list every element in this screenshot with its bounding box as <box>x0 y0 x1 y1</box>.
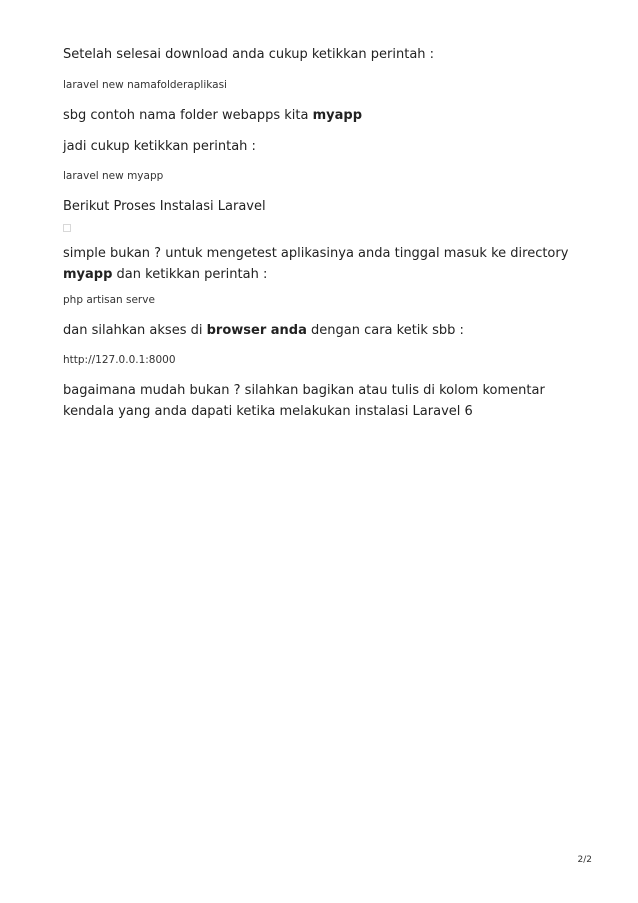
code-laravel-new-folder: laravel new namafolderaplikasi <box>63 79 227 91</box>
bold-myapp: myapp <box>312 108 363 123</box>
paragraph-download-done: Setelah selesai download anda cukup ketikkan perintah : <box>63 47 435 62</box>
broken-image-icon <box>63 224 71 232</box>
paragraph-type-command: jadi cukup ketikkan perintah : <box>63 139 256 154</box>
paragraph-access-text: dan silahkan akses di <box>63 323 207 338</box>
paragraph-install-process: Berikut Proses Instalasi Laravel <box>63 199 266 214</box>
paragraph-access-browser <box>63 320 583 341</box>
paragraph-test-text-end: dan ketikkan perintah : <box>112 267 268 282</box>
code-localhost-url: http://127.0.0.1:8000 <box>63 354 176 366</box>
paragraph-closing: bagaimana mudah bukan ? silahkan bagikan atau tulis di kolom komentar kendala yang anda dapati ketika melakukan instalasi Laravel 6 <box>63 383 545 419</box>
paragraph-test-app <box>63 243 585 285</box>
paragraph-example-text: sbg contoh nama folder webapps kita <box>63 108 313 123</box>
paragraph-example-folder <box>63 105 583 126</box>
page-number: 2/2 <box>577 855 592 865</box>
code-artisan-serve: php artisan serve <box>63 294 155 306</box>
paragraph-access-text-end: dengan cara ketik sbb : <box>306 323 464 338</box>
paragraph-test-text: simple bukan ? untuk mengetest aplikasinya anda tinggal masuk ke directory <box>63 246 569 261</box>
bold-browser-anda: browser anda <box>206 323 307 338</box>
bold-myapp-directory: myapp <box>63 267 113 282</box>
code-laravel-new-myapp: laravel new myapp <box>63 170 164 182</box>
